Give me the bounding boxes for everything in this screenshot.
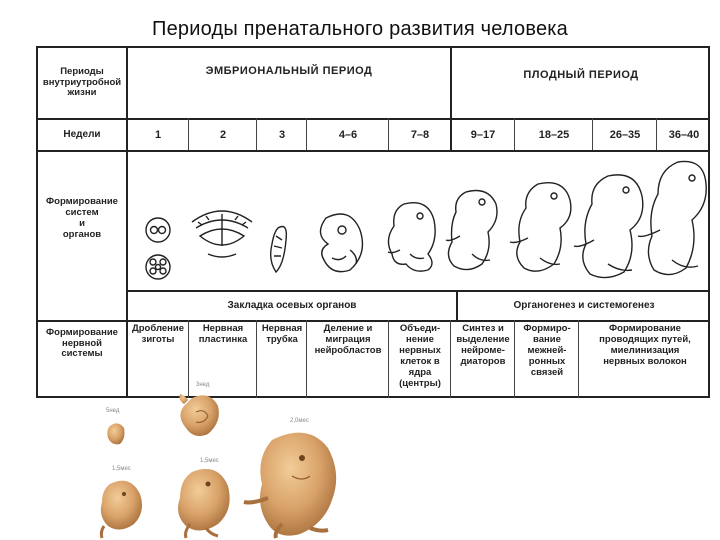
embryo-photo-2mo bbox=[244, 433, 336, 538]
week-cell: 1 bbox=[154, 128, 162, 141]
week-cell: 18–25 bbox=[538, 128, 570, 141]
nervous-step: Дробление зиготы bbox=[131, 323, 185, 345]
photo-label: 1,5мес bbox=[112, 466, 131, 472]
embryo-7-8-drawing bbox=[388, 203, 435, 271]
table-rule bbox=[38, 320, 708, 322]
photo-label: 3нед bbox=[196, 382, 210, 388]
nervous-step: Деление и миграция нейробластов bbox=[314, 323, 382, 356]
stage-organogenesis: Органогенез и системогенез bbox=[513, 300, 655, 312]
embryo-photo-3wk bbox=[180, 394, 219, 436]
zygote-drawing bbox=[146, 218, 170, 279]
week-cell: 26–35 bbox=[609, 128, 641, 141]
embryo-4-6-drawing bbox=[320, 214, 362, 272]
table-rule bbox=[514, 320, 515, 398]
fetus-36-40-drawing bbox=[638, 161, 706, 274]
week-cell: 7–8 bbox=[410, 128, 430, 141]
stage-axial-organs: Закладка осевых органов bbox=[227, 300, 357, 312]
embryo-photo-images bbox=[96, 378, 356, 540]
embryo-photo-1-5mo-left bbox=[101, 481, 142, 538]
photo-label: 2,0мес bbox=[290, 418, 309, 424]
fetus-26-35-drawing bbox=[574, 175, 643, 278]
fetal-period-label: ПЛОДНЫЙ ПЕРИОД bbox=[523, 68, 639, 81]
nervous-step: Синтез и выделение нейроме- диаторов bbox=[456, 323, 510, 367]
nervous-step: Формиро- вание межней- ронных связей bbox=[523, 323, 571, 378]
week-cell: 3 bbox=[278, 128, 286, 141]
table-rule bbox=[388, 320, 389, 398]
page-title: Периоды пренатального развития человека bbox=[152, 18, 568, 40]
embryo-photos bbox=[96, 378, 356, 540]
row-header-weeks: Недели bbox=[63, 129, 101, 141]
photo-label: 1,5мес bbox=[200, 458, 219, 464]
nervous-step: Нервная трубка bbox=[261, 323, 303, 345]
row-header-nervous: Формирование нервной системы bbox=[46, 326, 118, 360]
embryonic-period-label: ЭМБРИОНАЛЬНЫЙ ПЕРИОД bbox=[205, 64, 373, 77]
week-cell: 36–40 bbox=[668, 128, 700, 141]
table-rule bbox=[578, 320, 579, 398]
neural-plate-drawing bbox=[192, 211, 252, 257]
embryo-photo-1-5mo-mid bbox=[178, 469, 230, 538]
nervous-step: Объеди- нение нервных клеток в ядра (центры) bbox=[399, 323, 441, 389]
photo-label: 5нед bbox=[106, 408, 120, 414]
week-cell: 2 bbox=[219, 128, 227, 141]
neural-tube-drawing bbox=[271, 227, 287, 273]
row-header-periods: Периоды внутриутробной жизни bbox=[42, 65, 122, 99]
fetus-18-25-drawing bbox=[510, 183, 571, 271]
embryo-illustrations bbox=[88, 104, 710, 282]
nervous-step: Формирование проводящих путей, миелинизация нервных волокон bbox=[599, 323, 691, 367]
week-cell: 4–6 bbox=[338, 128, 358, 141]
table-rule bbox=[450, 320, 451, 398]
embryo-photo-5wk bbox=[107, 423, 124, 444]
fetus-9-17-drawing bbox=[446, 191, 497, 270]
nervous-step: Нервная пластинка bbox=[198, 323, 248, 345]
row-header-systems: Формирование систем и органов bbox=[46, 196, 118, 240]
week-cell: 9–17 bbox=[470, 128, 496, 141]
